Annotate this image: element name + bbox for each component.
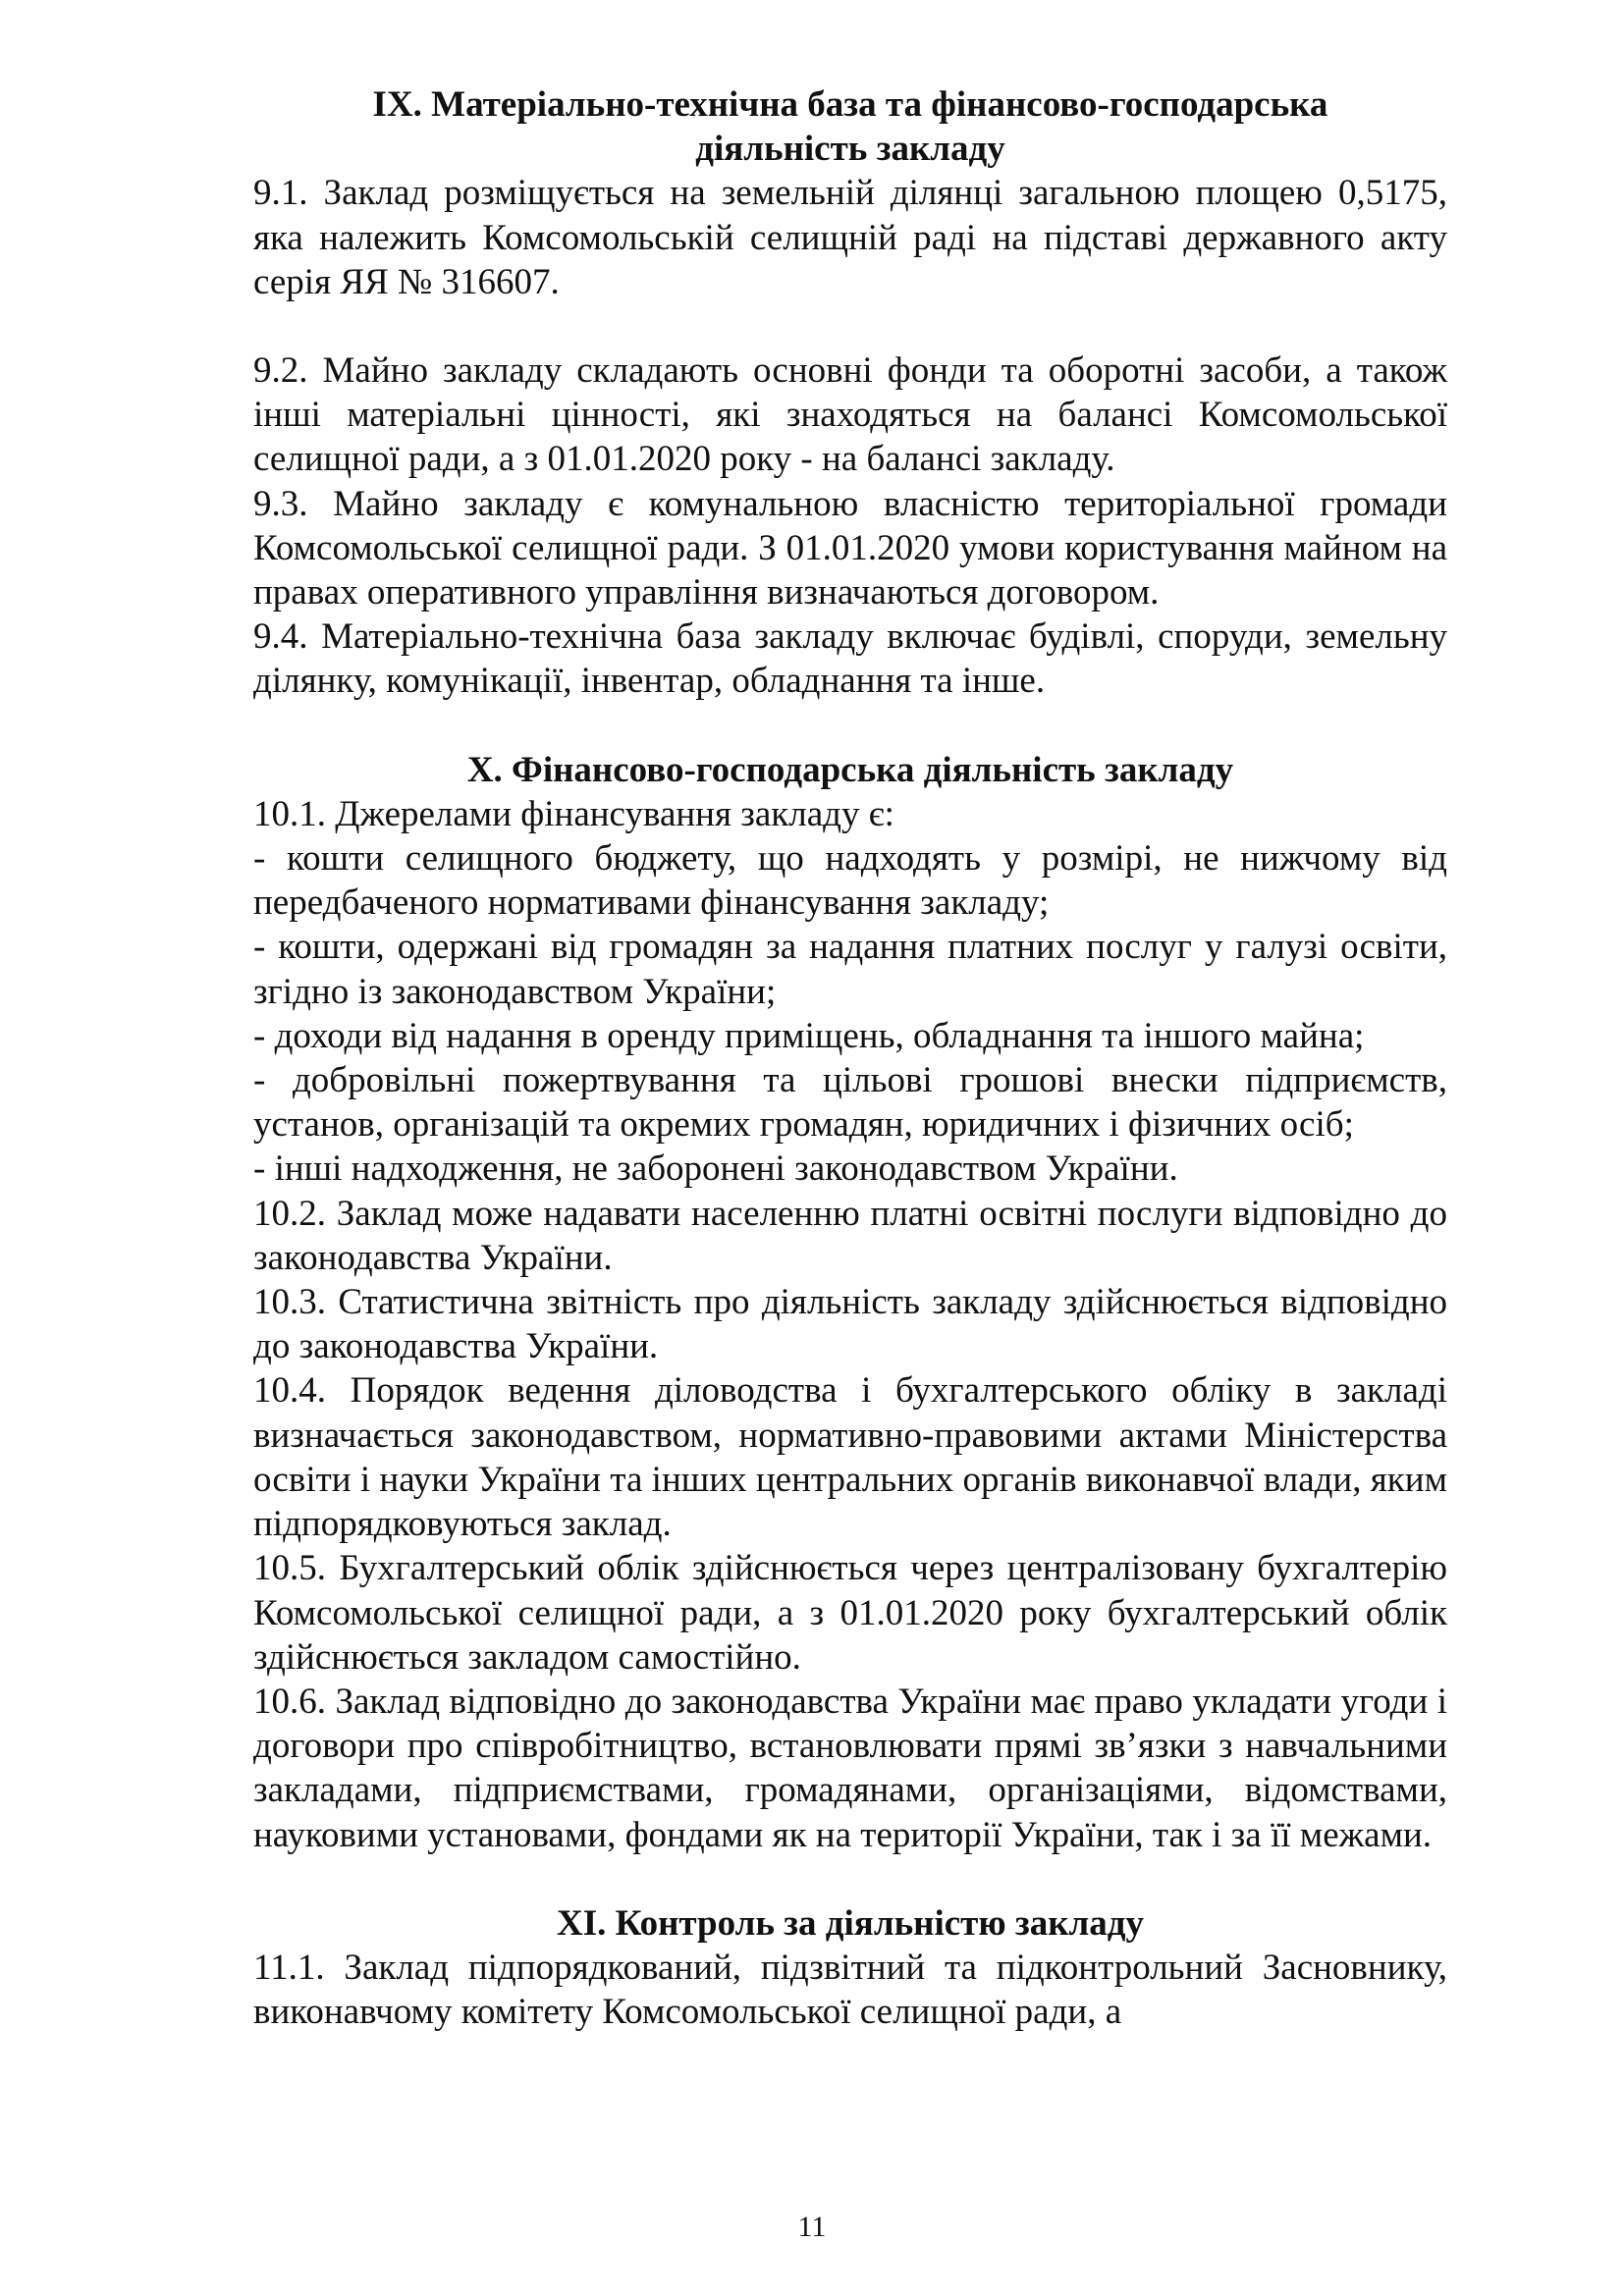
paragraph-10-1: 10.1. Джерелами фінансування закладу є:	[253, 793, 894, 834]
document-page	[253, 82, 1447, 2034]
list-item: - доходи від надання в оренду приміщень, обладнання та іншого майна;	[253, 1015, 1365, 1056]
section-10-heading: X. Фінансово-господарська діяльність закладу	[466, 749, 1234, 790]
section-9-heading	[253, 82, 1447, 171]
paragraph-9-3: 9.3. Майно закладу є комунальною власністю територіальної громади Комсомольської селищної ради. З 01.01.2020 умови користування майном на правах оперативного управління визначаються договором.	[253, 483, 1447, 614]
paragraph-10-6: 10.6. Заклад відповідно до законодавства України має право укладати угоди і договори про співробітництво, встановлювати прямі зв’язки з навчальними закладами, підприємствами, громадянами, організаціями, відомствами, науковими установами, фондами як на території України, так і за її межами.	[253, 1681, 1447, 1855]
paragraph-10-4: 10.4. Порядок ведення діловодства і бухгалтерського обліку в закладі визначається законодавством, нормативно-правовими актами Міністерства освіти і науки України та інших центральних органів виконавчої влади, яким підпорядковуються заклад.	[253, 1370, 1447, 1545]
paragraph-9-4: 9.4. Матеріально-технічна база закладу включає будівлі, споруди, земельну ділянку, комунікації, інвентар, обладнання та інше.	[253, 616, 1447, 702]
section-11-heading: XI. Контроль за діяльністю закладу	[556, 1902, 1145, 1944]
blank-line	[253, 304, 1447, 348]
blank-line	[253, 704, 1447, 748]
section-10	[253, 748, 1447, 1857]
paragraph-10-3: 10.3. Статистична звітність про діяльність закладу здійснюється відповідно до законодавства України.	[253, 1282, 1447, 1367]
blank-line	[253, 1857, 1447, 1901]
list-item: - кошти селищного бюджету, що надходять у розмірі, не нижчому від передбаченого нормативами фінансування закладу;	[253, 838, 1447, 924]
section-9-heading-line2: діяльність закладу	[695, 129, 1005, 170]
page-number: 11	[797, 2211, 827, 2243]
paragraph-10-5: 10.5. Бухгалтерський облік здійснюється через централізовану бухгалтерію Комсомольської селищної ради, а з 01.01.2020 року бухгалтерський облік здійснюється закладом самостійно.	[253, 1548, 1447, 1678]
paragraph-9-1: 9.1. Заклад розміщується на земельній ділянці загальною площею 0,5175, яка належить Комсомольській селищній раді на підставі державного акту серія ЯЯ № 316607.	[253, 173, 1447, 302]
section-11	[253, 1901, 1447, 2035]
list-item: - добровільні пожертвування та цільові грошові внески підприємств, установ, організацій та окремих громадян, юридичних і фізичних осіб;	[253, 1060, 1447, 1146]
paragraph-11-1: 11.1. Заклад підпорядкований, підзвітний та підконтрольний Засновнику, виконавчому комітету Комсомольської селищної ради, а	[253, 1947, 1447, 2033]
paragraph-10-2: 10.2. Заклад може надавати населенню платні освітні послуги відповідно до законодавства України.	[253, 1193, 1447, 1278]
section-9	[253, 82, 1447, 704]
section-9-heading-line1: IX. Матеріально-технічна база та фінансово-господарська	[372, 84, 1328, 125]
list-item: - кошти, одержані від громадян за надання платних послуг у галузі освіти, згідно із законодавством України;	[253, 927, 1447, 1012]
list-item: - інші надходження, не заборонені законодавством України.	[253, 1148, 1178, 1190]
paragraph-9-2: 9.2. Майно закладу складають основні фонди та оборотні засоби, а також інші матеріальні цінності, які знаходяться на балансі Комсомольської селищної ради, а з 01.01.2020 року - на балансі закладу.	[253, 350, 1447, 480]
